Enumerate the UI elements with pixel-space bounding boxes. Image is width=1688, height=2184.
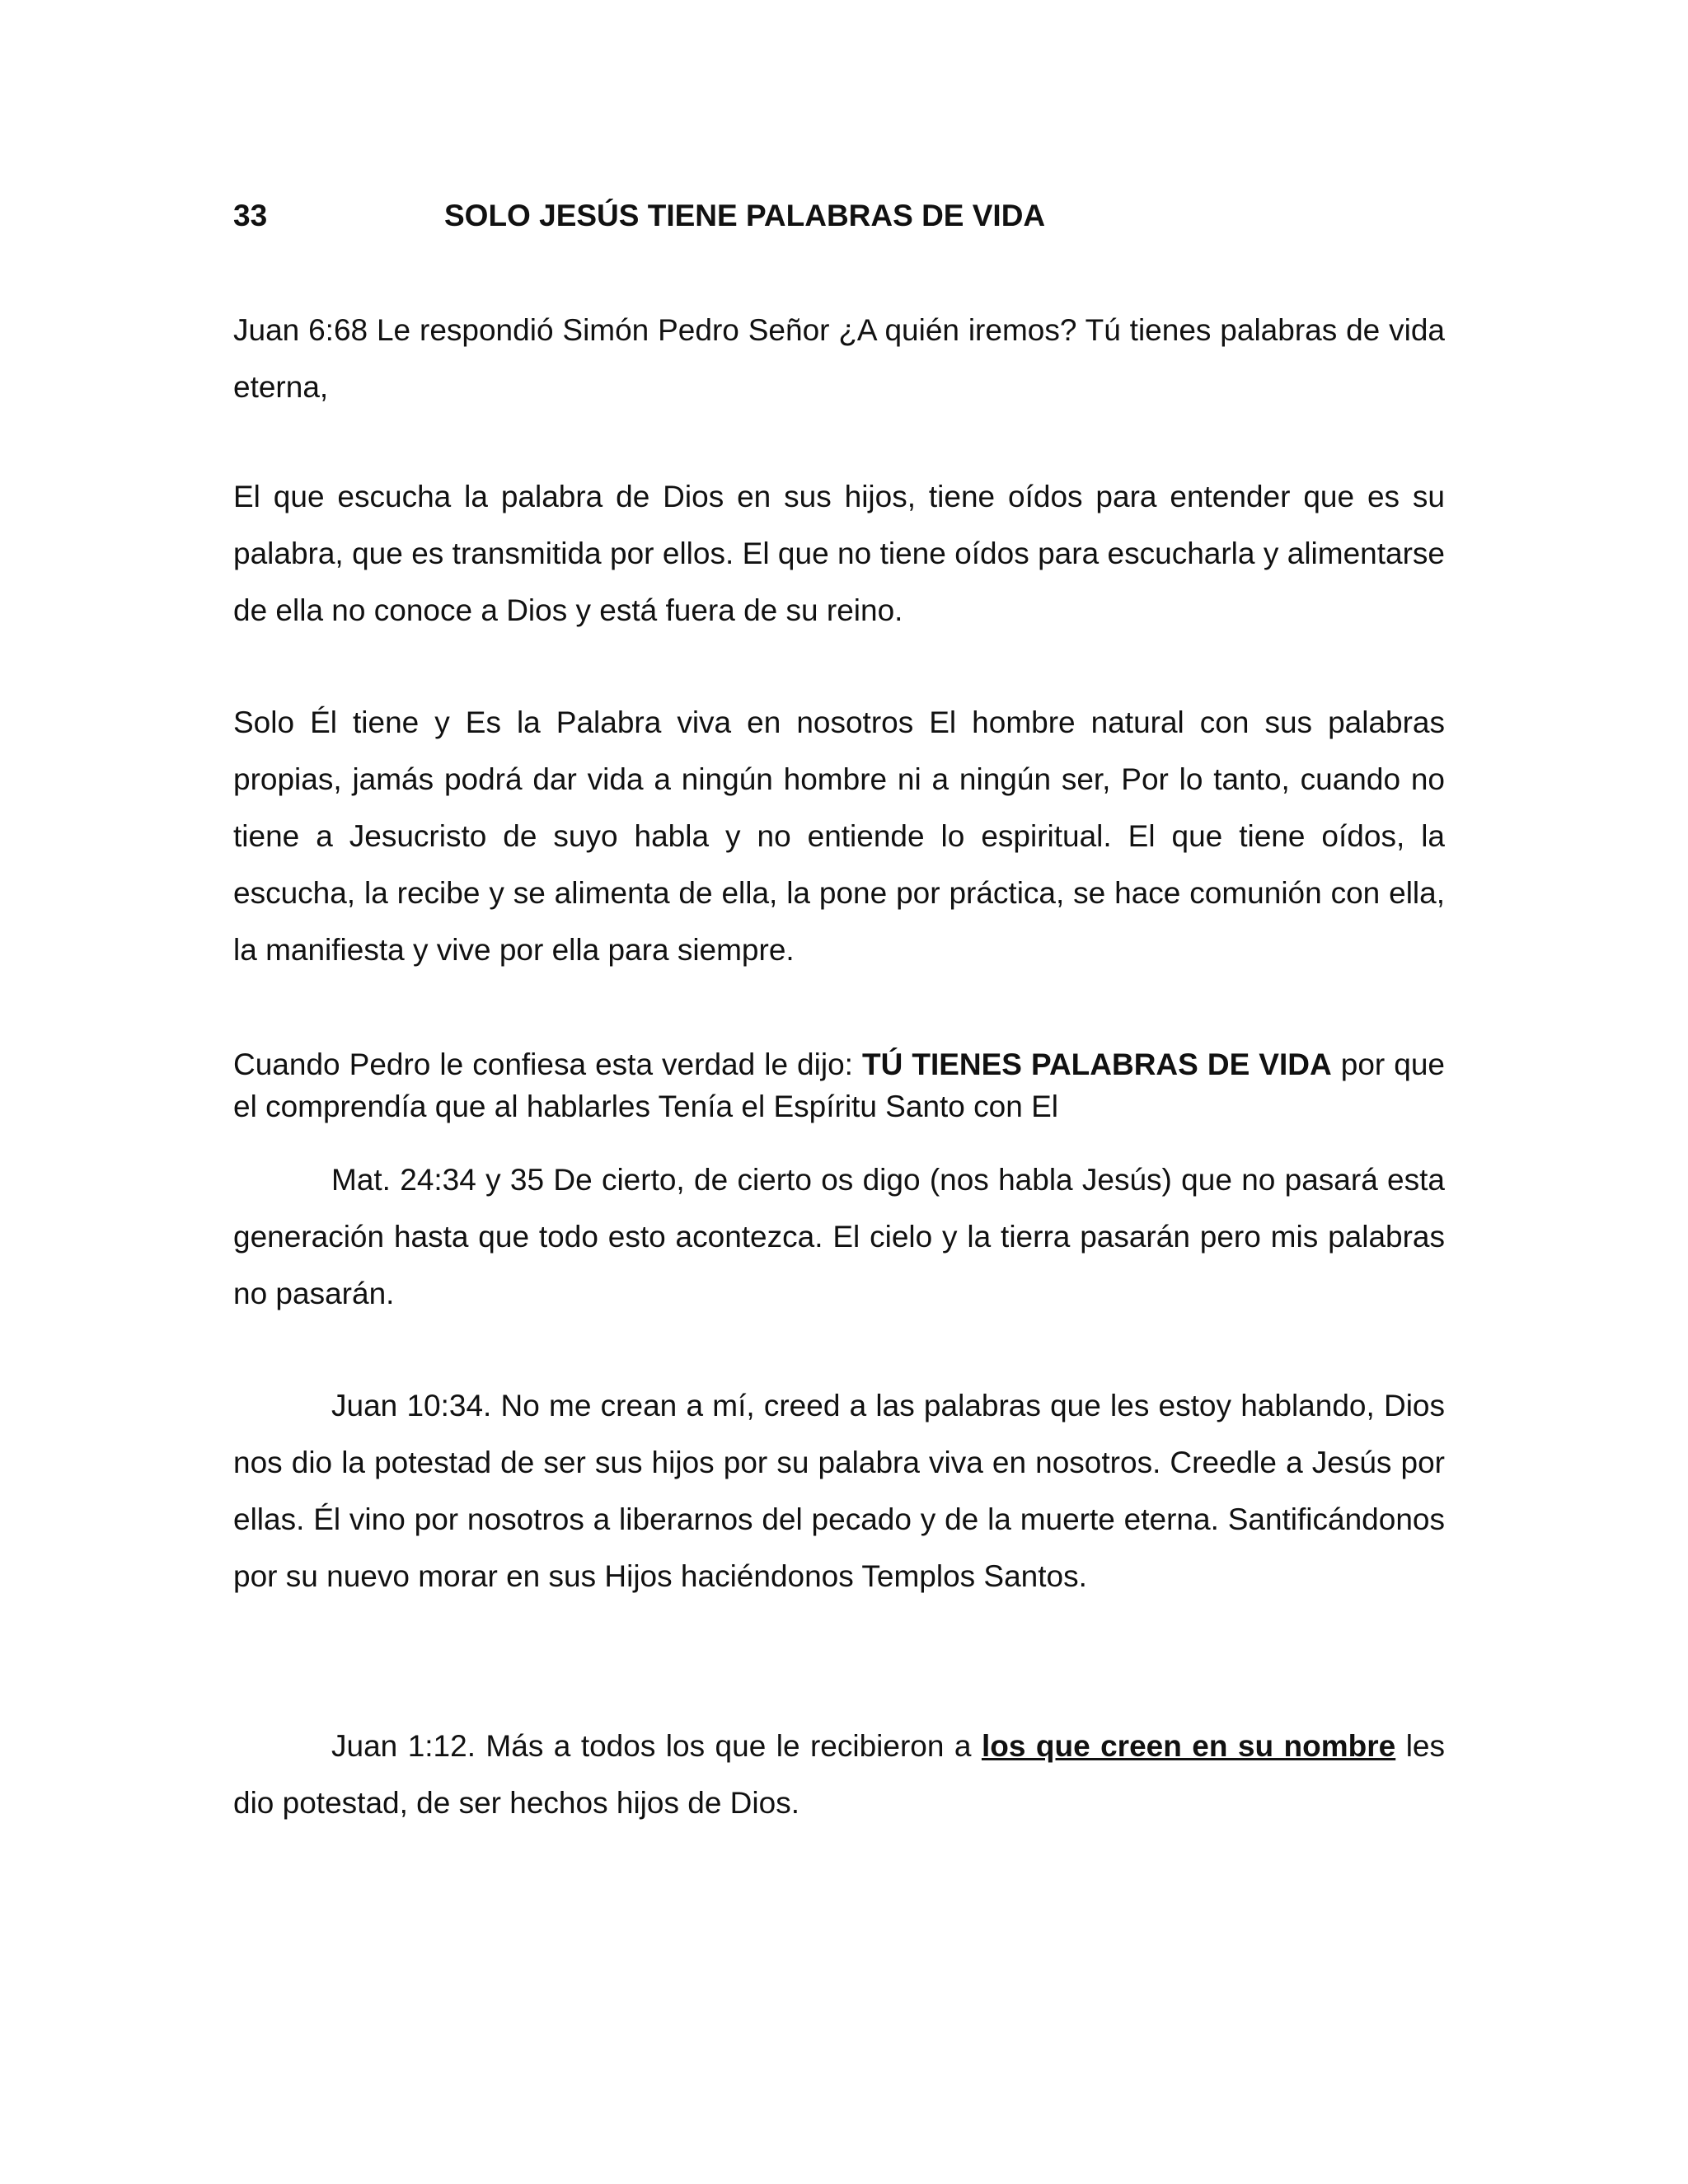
paragraph-juan-1-12: Juan 1:12. Más a todos los que le recibieron a los que creen en su nombre les dio potestad, de ser hechos hijos de Dios. — [233, 1729, 1446, 1820]
bold-phrase: TÚ TIENES PALABRAS DE VIDA — [861, 1047, 1332, 1081]
paragraph-palabra-viva: Solo Él tiene y Es la Palabra viva en nosotros El hombre natural con sus palabras propias, jamás podrá dar vida a ningún hombre ni a ningún ser, Por lo tanto, cuando no tiene a Jesucristo de suyo habla y no entiende lo espiritual. El que tiene oídos, la escucha, la recibe y se alimenta de ella, la pone por práctica, se hace comunión con ella, la manifiesta y vive por ella para siempre. — [233, 705, 1445, 967]
paragraph-juan-10-34: Juan 10:34. No me crean a mí, creed a las palabras que les estoy hablando, Dios nos dio la potestad de ser sus hijos por su palabra viva en nosotros. Creedle a Jesús por ellas. Él vino por nosotros a liberarnos del pecado y de la muerte eterna. Santificándonos por su nuevo morar en sus Hijos haciéndonos Templos Santos. — [233, 1389, 1445, 1593]
chapter-heading — [233, 191, 1445, 241]
chapter-number: 33 — [233, 199, 268, 232]
paragraph-mat-24-34: Mat. 24:34 y 35 De cierto, de cierto os digo (nos habla Jesús) que no pasará esta generación hasta que todo esto acontezca. El cielo y la tierra pasarán pero mis palabras no pasarán. — [233, 1163, 1445, 1310]
paragraph-pedro-confiesa: Cuando Pedro le confiesa esta verdad le dijo: TÚ TIENES PALABRAS DE VIDA por que el comprendía que al hablarles Tenía el Espíritu Santo con El — [233, 1047, 1445, 1123]
paragraph-juan-6-68: Juan 6:68 Le respondió Simón Pedro Señor ¿A quién iremos? Tú tienes palabras de vida eterna, — [233, 313, 1445, 404]
bold-underlined-phrase: los que creen en su nombre — [981, 1729, 1396, 1763]
paragraph-escucha-palabra: El que escucha la palabra de Dios en sus hijos, tiene oídos para entender que es su palabra, que es transmitida por ellos. El que no tiene oídos para escucharla y alimentarse de ella no conoce a Dios y está fuera de su reino. — [233, 480, 1445, 627]
document-page — [233, 0, 1445, 2184]
chapter-title: SOLO JESÚS TIENE PALABRAS DE VIDA — [444, 199, 1046, 232]
